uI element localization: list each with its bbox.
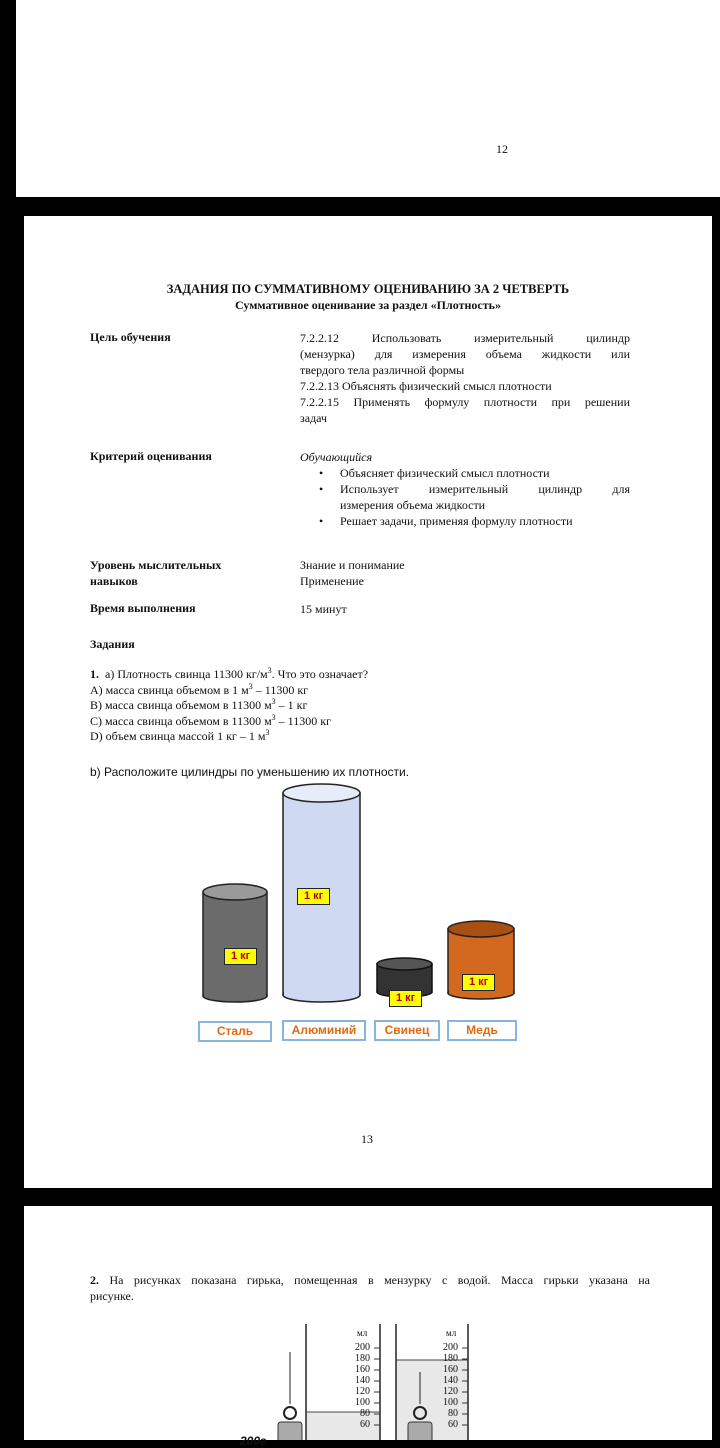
- skills-label-line: навыков: [90, 574, 138, 588]
- beaker-scale-2: 200 180 160 140 120 100 80 60: [443, 1342, 458, 1430]
- question-2-line: [90, 1272, 650, 1288]
- superscript: 3: [267, 666, 272, 675]
- goal-value: [300, 330, 630, 426]
- beaker-scale-1: 200 180 160 140 120 100 80 60: [355, 1342, 370, 1430]
- page-title: ЗАДАНИЯ ПО СУММАТИВНОМУ ОЦЕНИВАНИЮ ЗА 2 ЧЕТВЕРТЬ: [166, 282, 570, 296]
- material-label-copper: Медь: [447, 1020, 517, 1041]
- question-2-text-end: рисунке.: [90, 1289, 134, 1303]
- criteria-item: • Использует измерительный цилиндр для: [300, 481, 630, 497]
- page-12: [16, 0, 720, 197]
- mass-tag-lead: 1 кг: [389, 990, 422, 1007]
- goal-line: 7.2.2.13 Объяснять физический смысл плотности: [300, 379, 552, 393]
- time-label: Время выполнения: [90, 601, 196, 615]
- answer-option: В) масса свинца объемом в 11300 $м^3 - 1$ кг: [90, 697, 308, 712]
- weight-label: 200г: [240, 1434, 267, 1448]
- beaker-svg-1: [224, 1322, 404, 1440]
- question-2: [90, 1272, 650, 1304]
- question-1-part-b: b) Расположите цилиндры по уменьшению их плотности.: [90, 765, 410, 779]
- goal-line: (мензурка) для измерения объема жидкости или: [300, 347, 630, 361]
- time-value: 15 минут: [300, 602, 347, 616]
- question-number: 1.: [90, 667, 99, 681]
- question-1: [90, 667, 368, 745]
- goal-label: Цель обучения: [90, 330, 171, 344]
- criteria-list: [300, 465, 630, 529]
- skills-label: [90, 557, 221, 589]
- steel-cylinder: [203, 884, 267, 1002]
- question-1-part-a: [90, 667, 368, 683]
- answer-option: D) объем свинца массой 1 кг – 1 $м^3$: [90, 728, 270, 743]
- page-subtitle: Суммативное оценивание за раздел «Плотность»: [235, 298, 501, 312]
- mass-tag-aluminum: 1 кг: [297, 888, 330, 905]
- goal-line: 7.2.2.15 Применять формулу плотности при решении: [300, 395, 630, 409]
- question-number: 2.: [90, 1273, 99, 1287]
- mass-tag-steel: 1 кг: [224, 948, 257, 965]
- page-number: 13: [361, 1132, 373, 1146]
- cylinders-svg: [184, 778, 524, 1038]
- beaker-figure-2: [384, 1322, 494, 1440]
- cylinders-figure: [184, 778, 524, 1038]
- part-a-text: а) Плотность свинца 11300 кг/м: [105, 667, 268, 681]
- page-14: [24, 1206, 712, 1448]
- skills-label-line: Уровень мыслительных: [90, 558, 222, 572]
- criteria-label: Критерий оценивания: [90, 449, 212, 463]
- goal-line: 7.2.2.12 Использовать измерительный цилиндр: [300, 331, 630, 345]
- skills-value-line: Знание и понимание: [300, 558, 405, 572]
- material-label-lead: Свинец: [374, 1020, 440, 1041]
- question-2-text: На рисунках показана гирька, помещенная в мензурку с водой. Масса гирьки указана на: [109, 1273, 650, 1287]
- tasks-heading: Задания: [90, 637, 135, 651]
- page-number: 12: [496, 142, 508, 156]
- criteria-value: [300, 449, 630, 529]
- material-label-aluminum: Алюминий: [282, 1020, 366, 1041]
- criteria-intro: Обучающийся: [300, 450, 373, 464]
- criteria-item: • Решает задачи, применяя формулу плотности: [300, 513, 630, 529]
- page-13: [24, 216, 712, 1188]
- skills-value: [300, 557, 630, 589]
- answer-option: А) масса свинца объемом в 1 $м^3 - 11300$ кг: [90, 681, 309, 697]
- skills-value-line: Применение: [300, 574, 364, 588]
- unit-label: мл: [446, 1328, 457, 1338]
- goal-line: задач: [300, 411, 328, 425]
- part-a-text-end: . Что это означает?: [271, 667, 369, 681]
- material-label-steel: Сталь: [198, 1021, 272, 1042]
- criteria-item-continuation: измерения объема жидкости: [340, 498, 486, 512]
- goal-line: твердого тела различной формы: [300, 363, 465, 377]
- criteria-item: • Объясняет физический смысл плотности: [300, 465, 630, 481]
- unit-label: мл: [357, 1328, 368, 1338]
- answer-option: С) масса свинца объемом в 11300 $м^3 - 11300$ кг: [90, 712, 331, 728]
- beaker-figure-1: [224, 1322, 404, 1448]
- mass-tag-copper: 1 кг: [462, 974, 495, 991]
